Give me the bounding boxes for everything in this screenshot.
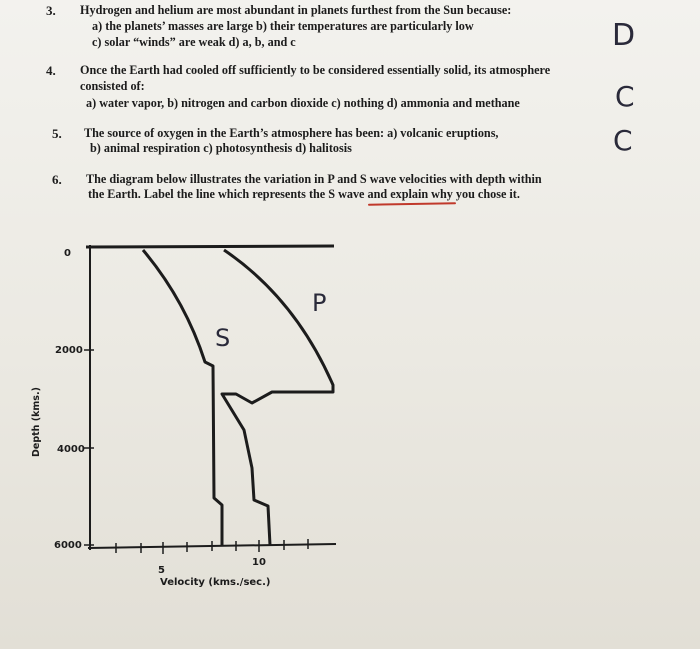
- question-4-options: a) water vapor, b) nitrogen and carbon dioxide c) nothing d) ammonia and methane: [86, 96, 520, 110]
- question-3-text: Hydrogen and helium are most abundant in planets furthest from the Sun because:: [80, 3, 512, 17]
- question-4-text-2: consisted of:: [80, 79, 145, 93]
- question-6-text-2: the Earth. Label the line which represents the S wave and explain why you chose it.: [88, 187, 520, 201]
- question-3-options-1: a) the planets’ masses are large b) their temperatures are particularly low: [92, 19, 474, 33]
- question-3-number: 3.: [46, 3, 56, 18]
- handwritten-answer-4: C: [615, 80, 635, 113]
- question-5-text: The source of oxygen in the Earth’s atmosphere has been: a) volcanic eruptions,: [84, 126, 499, 140]
- s-wave-curve: [143, 250, 222, 545]
- question-6-text-1: The diagram below illustrates the variation in P and S wave velocities with depth within: [86, 172, 542, 186]
- question-5-number: 5.: [52, 126, 62, 141]
- handwritten-label-s: S: [215, 324, 231, 352]
- x-tick-label-10: 10: [252, 557, 266, 568]
- question-6-number: 6.: [52, 172, 62, 187]
- question-5-options: b) animal respiration c) photosynthesis d) halitosis: [90, 141, 352, 155]
- x-axis-label: Velocity (kms./sec.): [160, 577, 271, 588]
- question-4-text-1: Once the Earth had cooled off sufficiently to be considered essentially solid, its atmosphere: [80, 63, 551, 77]
- handwritten-answer-5: C: [613, 124, 633, 157]
- handwritten-label-p: P: [312, 289, 327, 317]
- y-tick-label-0: 0: [64, 248, 71, 259]
- y-tick-label-6000: 6000: [54, 540, 82, 551]
- question-4-number: 4.: [46, 63, 56, 78]
- y-tick-label-2000: 2000: [55, 345, 83, 356]
- y-tick-label-4000: 4000: [57, 444, 85, 455]
- question-3-options-2: c) solar “winds” are weak d) a, b, and c: [92, 35, 296, 49]
- x-tick-label-5: 5: [158, 565, 165, 576]
- handwritten-answer-3: D: [612, 18, 636, 53]
- surface-line: [86, 246, 334, 247]
- y-axis-label: Depth (kms.): [31, 387, 42, 457]
